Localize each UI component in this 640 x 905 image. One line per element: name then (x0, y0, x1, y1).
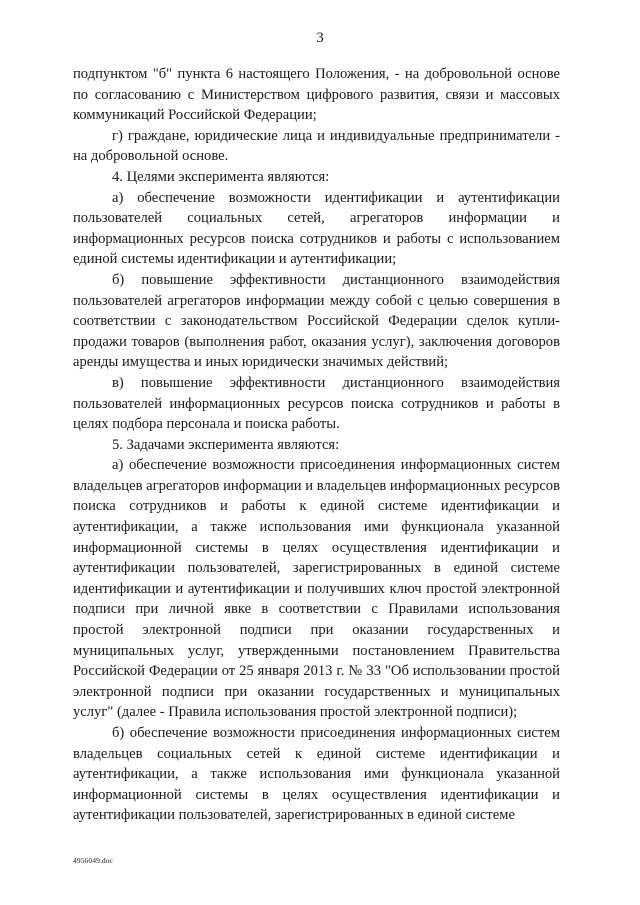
paragraph-task-a: а) обеспечение возможности присоединения информационных систем владельцев агрегаторов информации и владельцев информационных ресурсов поиска сотрудников и работы к единой системе идентификации и аутентификации, а также использования ими функционала указанной информационной системы в целях осуществления идентификации и аутентификации пользователей, зарегистрированных в единой системе идентификации и аутентификации и получивших ключ простой электронной подписи при личной явке в соответствии с Правилами использования простой электронной подписи при оказании государственных и муниципальных услуг, утвержденными постановлением Правительства Российской Федерации от 25 января 2013 г. № 33 "Об использовании простой электронной подписи при оказании государственных и муниципальных услуг" (далее - Правила использования простой электронной подписи); (73, 457, 560, 721)
document-body (73, 64, 560, 826)
paragraph-continuation: подпунктом "б" пункта 6 настоящего Положения, - на добровольной основе по согласованию с Министерством цифрового развития, связи и массовых коммуникаций Российской Федерации; (73, 66, 560, 124)
paragraph-goal-v: в) повышение эффективности дистанционного взаимодействия пользователей информационных ресурсов поиска сотрудников и работы в целях подбора персонала и поиска работы. (73, 374, 560, 433)
page-number: 3 (316, 30, 324, 46)
paragraph-item-g: г) граждане, юридические лица и индивидуальные предприниматели - на добровольной основе. (73, 127, 560, 165)
paragraph-goal-b: б) повышение эффективности дистанционного взаимодействия пользователей агрегаторов информации между собой с целью совершения в соответствии с законодательством Российской Федерации сделок купли-продажи товаров (выполнения работ, оказания услуг), заключения договоров аренды имущества и иных юридически значимых действий; (73, 271, 560, 371)
paragraph-task-b: б) обеспечение возможности присоединения информационных систем владельцев социальных сетей к единой системе идентификации и аутентификации, а также использования ими функционала указанной информационной системы в целях осуществления идентификации и аутентификации пользователей, зарегистрированных в единой системе (73, 725, 560, 824)
paragraph-goal-a: а) обеспечение возможности идентификации и аутентификации пользователей социальных сетей, агрегаторов информации и информационных ресурсов поиска сотрудников и работы с использованием единой системы идентификации и аутентификации; (73, 189, 560, 268)
paragraph-section-4-heading: 4. Целями эксперимента являются: (112, 168, 330, 185)
paragraph-section-5-heading: 5. Задачами эксперимента являются: (112, 436, 340, 453)
document-file-code: 4956049.doc (73, 856, 114, 865)
